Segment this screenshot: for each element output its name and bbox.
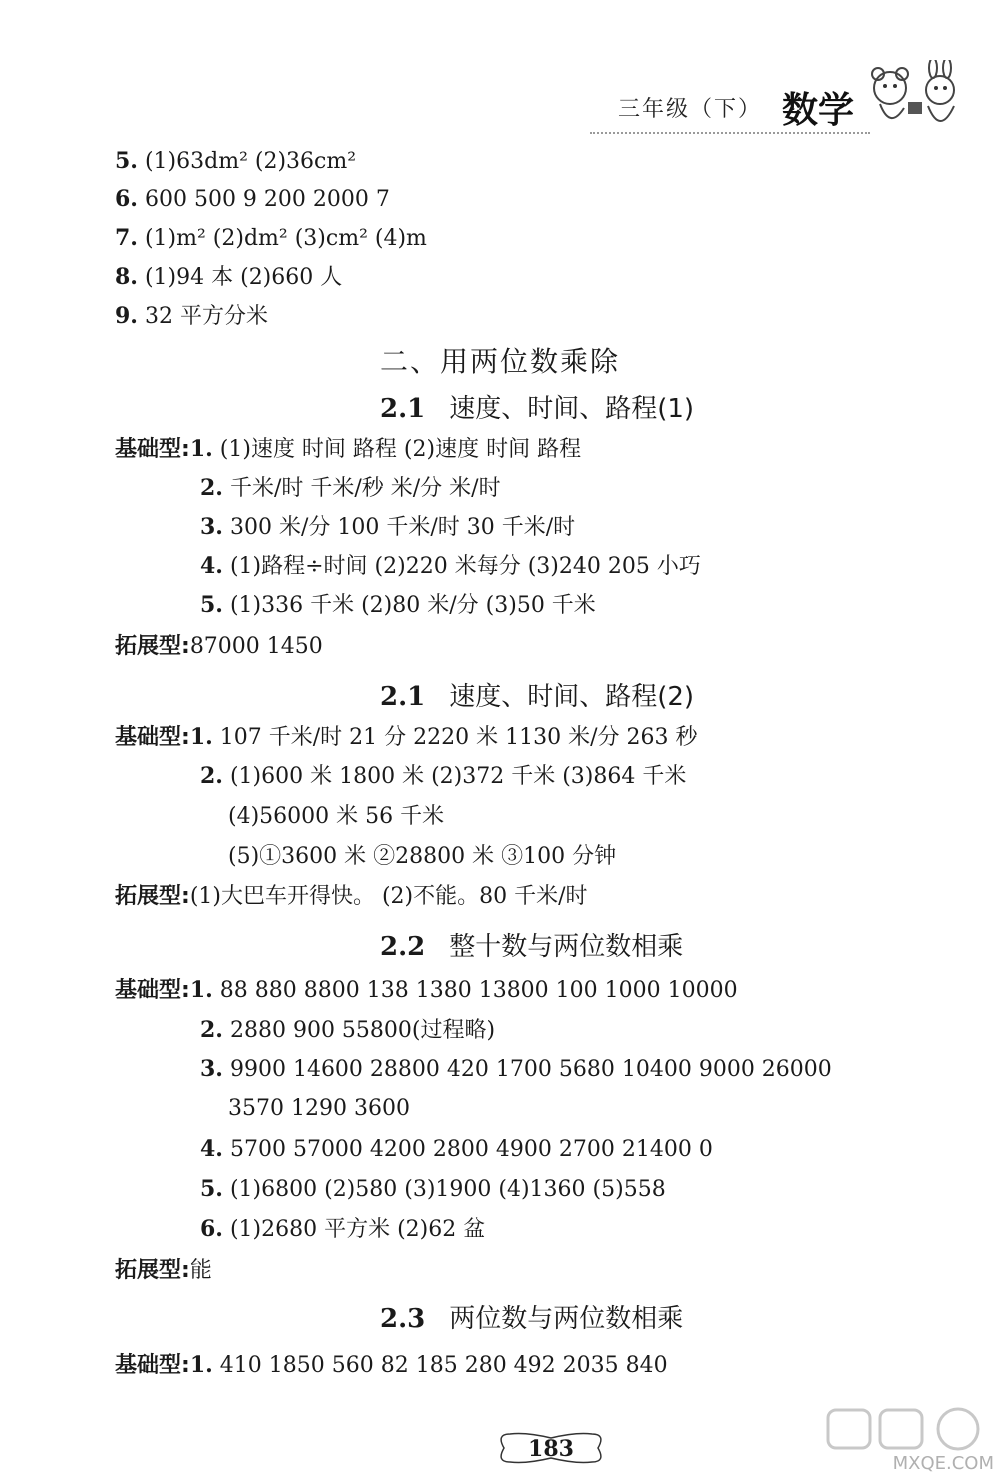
answer-line [115, 146, 356, 177]
answer-line [115, 1256, 212, 1286]
section-title [380, 926, 683, 963]
section-number: 2.1 [380, 394, 426, 424]
item-number: 4. [200, 1136, 223, 1162]
item-number: 1. [189, 1352, 213, 1378]
extend-label: 拓展型: [115, 884, 190, 909]
item-number: 8. [115, 264, 138, 290]
answer-text: (1)路程÷时间 (2)220 米每分 (3)240 205 小巧 [222, 554, 701, 579]
answer-line [200, 1054, 832, 1085]
section-number: 2.1 [380, 682, 426, 712]
answer-text: (1)2680 平方米 (2)62 盆 [222, 1217, 486, 1242]
answer-text: (1)63dm² (2)36cm² [137, 149, 357, 174]
item-number: 9. [115, 303, 138, 329]
answer-text: 5700 57000 4200 2800 4900 2700 21400 0 [222, 1137, 713, 1162]
mascot-illustration-icon [860, 60, 970, 140]
answer-text: (1)6800 (2)580 (3)1900 (4)1360 (5)558 [222, 1177, 666, 1202]
section-title [380, 1298, 683, 1335]
extend-label: 拓展型: [115, 634, 190, 659]
answer-line [200, 1015, 495, 1046]
item-number: 4. [200, 553, 223, 579]
item-number: 1. [189, 436, 213, 462]
answer-line [115, 882, 588, 912]
section-title [380, 676, 694, 713]
answer-line [200, 551, 701, 582]
item-number: 2. [200, 763, 223, 789]
answer-line [228, 1094, 410, 1124]
subject-title: 数学 [782, 90, 855, 131]
watermark [818, 1404, 998, 1478]
section-name: 速度、时间、路程(1) [449, 394, 695, 424]
answer-line [115, 434, 581, 465]
answer-line [200, 761, 686, 792]
item-number: 7. [115, 225, 138, 251]
answer-text: (1)94 本 (2)660 人 [137, 265, 343, 290]
answer-text: (5)①3600 米 ②28800 米 ③100 分钟 [228, 844, 617, 869]
section-number: 2.3 [380, 1304, 426, 1334]
answer-line [200, 1134, 713, 1165]
answer-line [115, 262, 342, 293]
watermark-text: MXQE.COM [892, 1453, 994, 1474]
answer-text: 32 平方分米 [137, 304, 268, 329]
basic-label: 基础型: [115, 1353, 190, 1378]
answer-line [228, 802, 444, 832]
answer-line [115, 632, 323, 662]
item-number: 3. [200, 1056, 223, 1082]
item-number: 1. [189, 977, 213, 1003]
basic-label: 基础型: [115, 437, 190, 462]
answer-text: (1)600 米 1800 米 (2)372 千米 (3)864 千米 [222, 764, 687, 789]
watermark-logo-icon [818, 1404, 998, 1454]
grade-label: 三年级（下） [618, 97, 763, 122]
section-number: 2.2 [380, 932, 426, 962]
answer-line [115, 975, 738, 1006]
unit-title: 二、用两位数乘除 [379, 345, 620, 378]
answer-line [115, 1350, 668, 1381]
item-number: 3. [200, 514, 223, 540]
basic-label: 基础型: [115, 978, 190, 1003]
page-number-badge [496, 1428, 606, 1468]
answer-text: 能 [189, 1258, 212, 1283]
answer-text: 300 米/分 100 千米/时 30 千米/时 [222, 515, 576, 540]
extend-label: 拓展型: [115, 1258, 190, 1283]
answer-text: (1)速度 时间 路程 (2)速度 时间 路程 [212, 437, 582, 462]
answer-text: (1)大巴车开得快。 (2)不能。80 千米/时 [189, 884, 588, 909]
item-number: 5. [115, 148, 138, 174]
answer-text: 千米/时 千米/秒 米/分 米/时 [222, 476, 501, 501]
answer-text: 87000 1450 [189, 634, 323, 659]
answer-text: 3570 1290 3600 [228, 1096, 410, 1121]
answer-text: 107 千米/时 21 分 2220 米 1130 米/分 263 秒 [212, 725, 698, 750]
item-number: 5. [200, 1176, 223, 1202]
basic-label: 基础型: [115, 725, 190, 750]
answer-text: (1)m² (2)dm² (3)cm² (4)m [137, 226, 427, 251]
item-number: 5. [200, 592, 223, 618]
section-name: 速度、时间、路程(2) [449, 682, 695, 712]
answer-text: 2880 900 55800(过程略) [222, 1018, 496, 1043]
answer-text: (4)56000 米 56 千米 [228, 804, 445, 829]
answer-line [200, 590, 596, 621]
item-number: 6. [200, 1216, 223, 1242]
item-number: 6. [115, 186, 138, 212]
answer-text: 410 1850 560 82 185 280 492 2035 840 [212, 1353, 668, 1378]
answer-line [115, 223, 427, 254]
section-name: 整十数与两位数相乘 [449, 932, 684, 962]
item-number: 1. [189, 724, 213, 750]
section-title [380, 388, 694, 425]
answer-text: 88 880 8800 138 1380 13800 100 1000 10000 [212, 978, 738, 1003]
answer-line [200, 1174, 666, 1205]
answer-text: 600 500 9 200 2000 7 [137, 187, 390, 212]
answer-line [115, 722, 698, 753]
page-header [590, 70, 990, 150]
answer-text: 9900 14600 28800 420 1700 5680 10400 9000 26000 [222, 1057, 832, 1082]
answer-text: (1)336 千米 (2)80 米/分 (3)50 千米 [222, 593, 596, 618]
answer-line [200, 473, 501, 504]
answer-line [200, 1214, 485, 1245]
answer-line [200, 512, 575, 543]
page-number: 183 [528, 1436, 574, 1462]
answer-line [228, 842, 616, 872]
section-name: 两位数与两位数相乘 [449, 1304, 684, 1334]
answer-line [115, 301, 268, 332]
item-number: 2. [200, 1017, 223, 1043]
answer-line [115, 184, 390, 215]
item-number: 2. [200, 475, 223, 501]
